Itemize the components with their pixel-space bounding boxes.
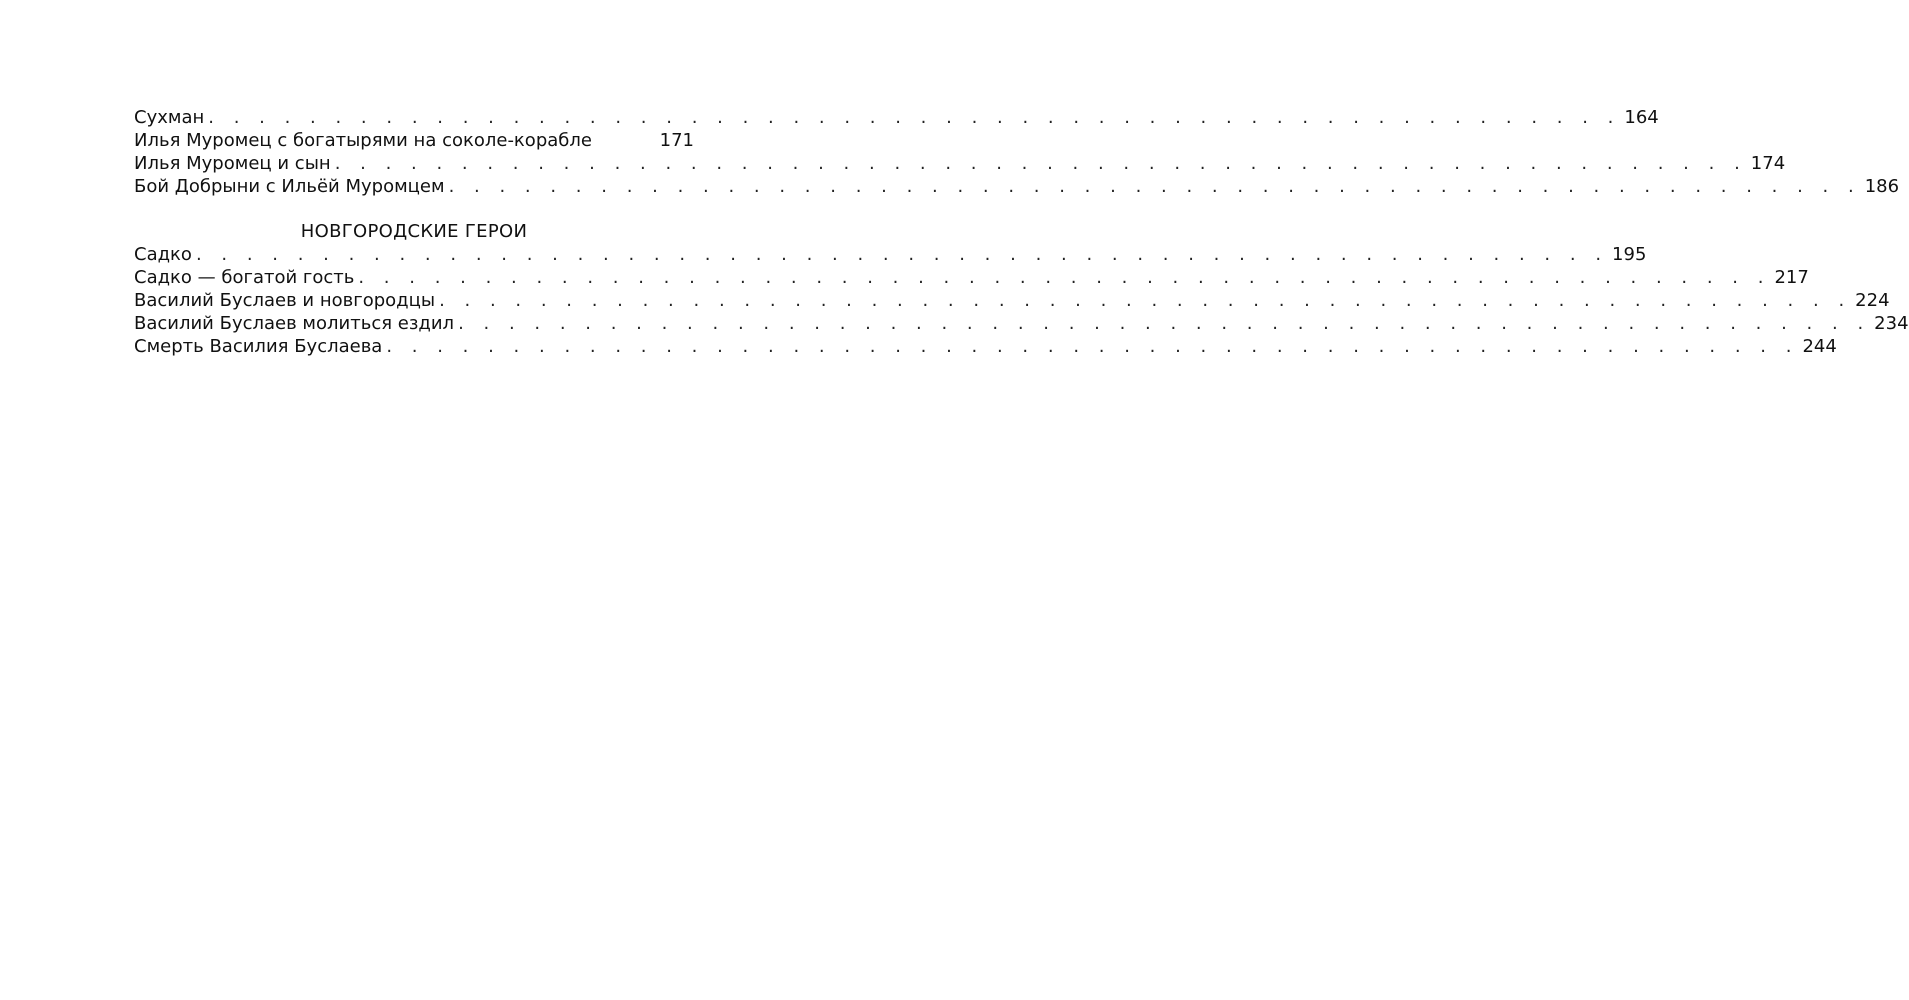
toc-entry-page: 234 xyxy=(1870,312,1908,335)
toc-entry-title: Сухман xyxy=(134,106,208,129)
dot-leader: . . . . . . . . . . . . . . . . . . . . . . . . . . . . . . . . . . . . . . . . . . . . . . . . . . . . . . . . xyxy=(448,176,1861,197)
toc-entry-page: 171 xyxy=(656,129,694,152)
toc-entry-page: 195 xyxy=(1608,243,1646,266)
toc-entry-title: Садко xyxy=(134,243,196,266)
toc-entry-page: 164 xyxy=(1620,106,1658,129)
toc-entry xyxy=(134,289,1890,312)
toc-group-2 xyxy=(134,243,1909,358)
toc-entry-page: 186 xyxy=(1861,175,1899,198)
dot-leader: . . . . . . . . . . . . . . . . . . . . . . . . . . . . . . . . . . . . . . . . . . . . . . . . . . . . . . . . xyxy=(386,336,1799,357)
toc-entry-page: 244 xyxy=(1798,335,1836,358)
toc-entry-title: Бой Добрыни с Ильёй Муромцем xyxy=(134,175,449,198)
toc-entry xyxy=(134,152,1786,175)
toc-entry-title: Смерть Василия Буслаева xyxy=(134,335,386,358)
toc-entry xyxy=(134,129,694,152)
section-heading: НОВГОРОДСКИЕ ГЕРОИ xyxy=(300,221,528,242)
dot-leader: . . . . . . . . . . . . . . . . . . . . . . . . . . . . . . . . . . . . . . . . . . . . . . . . . . . . . . . . xyxy=(208,107,1621,128)
toc-entry-page: 217 xyxy=(1770,266,1808,289)
toc-entry xyxy=(134,175,1900,198)
toc-entry-title: Василий Буслаев и новгородцы xyxy=(134,289,439,312)
table-of-contents xyxy=(134,106,1909,358)
dot-leader: . . . . . . . . . . . . . . . . . . . . . . . . . . . . . . . . . . . . . . . . . . . . . . . . . . . . . . . . xyxy=(195,244,1609,265)
dot-leader: . . . . . . . . . . . . . . . . . . . . . . . . . . . . . . . . . . . . . . . . . . . . . . . . . . . . . . . . xyxy=(334,153,1747,174)
toc-entry-page: 174 xyxy=(1747,152,1785,175)
toc-entry-title: Илья Муромец с богатырями на соколе-корабле xyxy=(134,129,596,152)
dot-leader: . . . . . . . . . . . . . . . . . . . . . . . . . . . . . . . . . . . . . . . . . . . . . . . . . . . . . . . . xyxy=(458,313,1871,334)
dot-leader: . . . . . . . . . . . . . . . . . . . . . . . . . . . . . . . . . . . . . . . . . . . . . . . . . . . . . . . . xyxy=(358,267,1771,288)
toc-entry xyxy=(134,106,1659,129)
dot-leader: . . . . . . . . . . . . . . . . . . . . . . . . . . . . . . . . . . . . . . . . . . . . . . . . . . . . . . . . xyxy=(439,290,1852,311)
toc-entry xyxy=(134,243,1647,266)
toc-entry xyxy=(134,335,1837,358)
toc-entry xyxy=(134,266,1809,289)
toc-entry-page: 224 xyxy=(1851,289,1889,312)
toc-entry-title: Илья Муромец и сын xyxy=(134,152,335,175)
toc-group-1 xyxy=(134,106,1900,198)
toc-entry-title: Садко — богатой гость xyxy=(134,266,358,289)
toc-entry xyxy=(134,312,1909,335)
toc-entry-title: Василий Буслаев молиться ездил xyxy=(134,312,458,335)
